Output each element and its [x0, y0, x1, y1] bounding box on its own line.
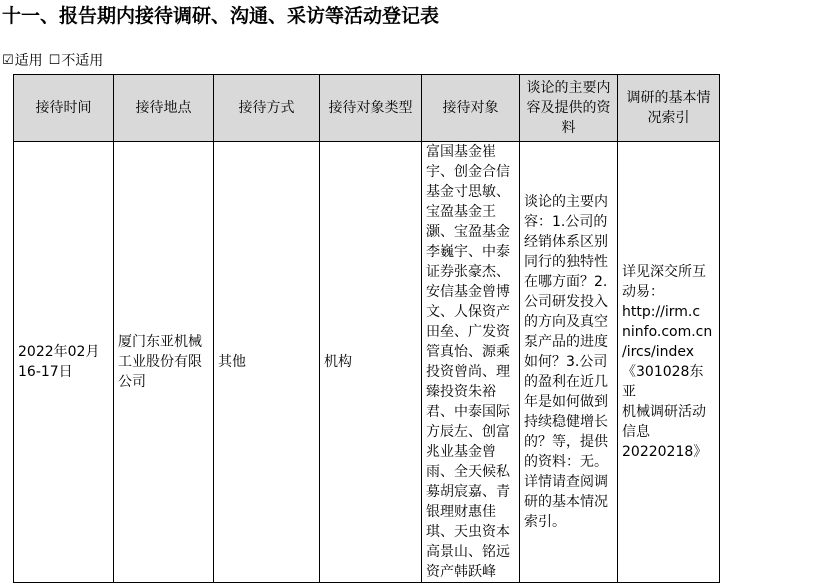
not-applicable-option[interactable]: [49, 52, 104, 70]
header-date: 接待时间: [14, 75, 114, 142]
header-index: 调研的基本情况索引: [618, 75, 720, 142]
unchecked-box-icon[interactable]: ☐: [48, 53, 61, 68]
header-content: 谈论的主要内容及提供的资料: [520, 75, 618, 142]
table-row: [14, 142, 720, 583]
header-method: 接待方式: [214, 75, 320, 142]
page-title: 十一、报告期内接待调研、沟通、采访等活动登记表: [2, 5, 440, 27]
cell-object-type: 机构: [320, 142, 422, 583]
cell-method: 其他: [214, 142, 320, 583]
applicable-label: 适用: [14, 53, 43, 69]
cell-location: 厦门东亚机械工业股份有限公司: [114, 142, 214, 583]
cell-date: 2022年02月16-17日: [14, 142, 114, 583]
header-location: 接待地点: [114, 75, 214, 142]
cell-content: 谈论的主要内 容：1.公司的 经销体系区别 同行的独特性 在哪方面？2. 公司研发投入 的方向及真空 泵产品的进度 如何？3.公司 的盈利在近几 年是如何做到 持续稳健增长 的？等，提供 的资料：无。 详情请查阅调 研的基本情况 索引。: [520, 142, 618, 583]
applicability-options: [2, 52, 109, 70]
applicable-option[interactable]: [2, 52, 43, 70]
cell-object: 富国基金崔 宇、创金合信 基金寸思敏、 宝盈基金王 灏、宝盈基金 李巍宇、中泰 证券张豪杰、 安信基金曾博 文、人保资产 田垒、广发资 管真怡、源乘 投资曾尚、理 臻投资朱裕 君、中泰国际 方辰左、创富 兆业基金曾 雨、全天候私 募胡宸嘉、青 银理财惠佳 琪、天虫资本 高景山、铭远 资产韩跃峰: [422, 142, 520, 583]
not-applicable-label: 不适用: [61, 53, 104, 69]
cell-index: 详见深交所互 动易： http://irm.c ninfo.com.cn /ircs/index 《301028东亚 机械调研活动 信息 20220218》: [618, 142, 720, 583]
header-object: 接待对象: [422, 75, 520, 142]
header-object-type: 接待对象类型: [320, 75, 422, 142]
reception-activity-table: [13, 74, 720, 583]
checked-box-icon[interactable]: ☑: [2, 53, 14, 68]
table-header-row: [14, 75, 720, 142]
